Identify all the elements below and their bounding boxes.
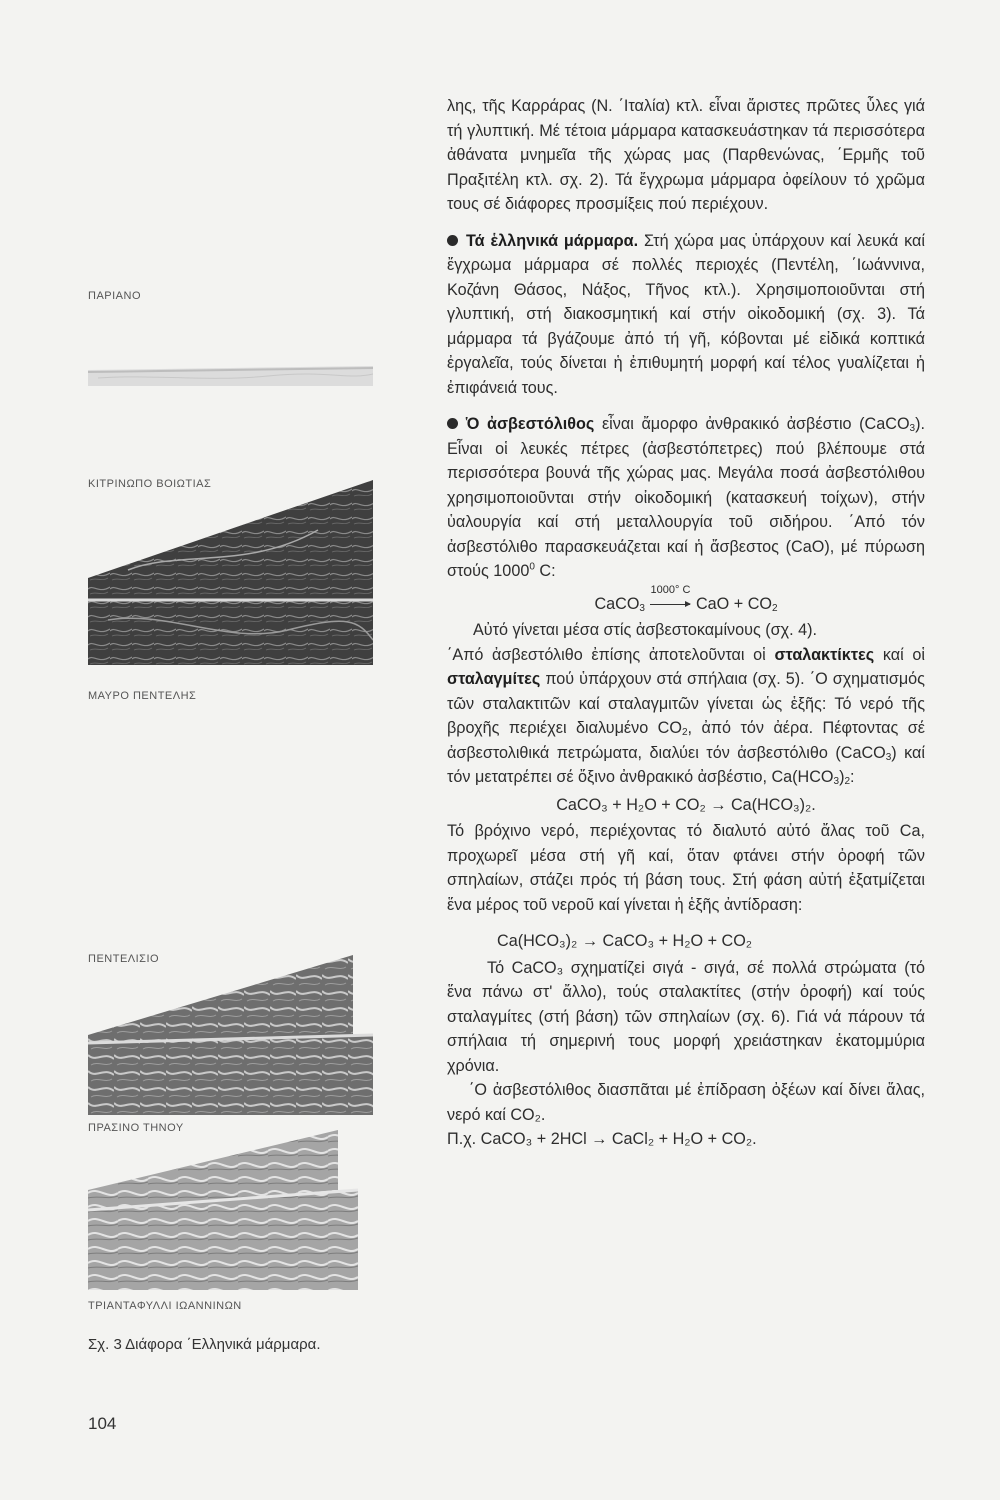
paragraph-stalactites: ΄Από ἀσβεστόλιθο ἐπίσης ἀποτελοῦνται οἱ σταλακτίκτες καί οἱ σταλαγμίτες πού ὑπάρχουν στά σπήλαια (σχ. 5). ΄Ο σχηματισμός τῶν σταλακτιτῶν καί σταλαγμιτῶν γίνεται ὡς ἑξῆς: Τό νερό τῆς βροχῆς περιέχει διαλυμένο $CO_2$, ἀπό τόν ἀέρα. Πέφτοντας σέ ἀσβεστολιθικά πετρώματα, διαλύει τόν ἀσβεστόλιθο (CaCO$_3$) καί τόν μετατρέπει σέ ὄξινο ἀνθρακικό ἀσβέστιο, $Ca(HCO_3)_2$: — [447, 645, 925, 787]
text-greek-marbles: Στή χώρα μας ὑπάρχουν καί λευκά καί ἔγχρωμα μάρμαρα σέ πολλές περιοχές (Πεντέλη, ΄Ιωάννινα, Κοζάνη Θάσος, Νάξος, Τῆνος κτλ.). Χρησιμοποιοῦνται στή γλυπτική, στή διακοσμητική καί στήν οἰκοδομική (σχ. 3). Τά μάρμαρα τά βγάζουμε ἀπό τή γῆ, κόβονται μέ εἰδικά κοπτικά ἐργαλεῖα, τούς δίνεται ἡ ἐπιθυμητή μορφή καί τέλος γυαλίζεται ἡ ἐπιφάνειά τους. — [447, 231, 925, 397]
term-stalagmites: σταλαγμίτες — [447, 670, 541, 688]
paragraph-formation: Τό CaCO₃ σχηματίζεi σιγά - σιγά, σέ πολλά στρώματα (τό ἕνα πάνω στ' ἄλλο), τούς σταλακτίτες (στήν ὀροφή) καί τούς σταλαγμίτες (στή βάση) τῶν σπηλαίων (σχ. 6). Γιά νά πάρουν τά σπήλαια τή σημερινή τους μορφή χρειάστηκαν ἑκατομμύρια χρόνια. — [447, 958, 925, 1075]
marble-samples-column — [88, 0, 388, 1500]
text-limestone-c: C: — [534, 562, 556, 580]
figure-caption: Σχ. 3 Διάφορα ΄Ελληνικά μάρμαρα. — [88, 1336, 321, 1353]
paragraph-carrara: λης, τῆς Καρράρας (Ν. ΄Ιταλία) κτλ. εἶναι ἄριστες πρῶτες ὗλες γιά τή γλυπτική. Μέ τέτοια μάρμαρα κατασκευάστηκαν τά περισσότερα ἀθάνατα μνημεῖα τῆς χώρας μας (Παρθενώνας, ΄Ερμῆς τοῦ Πραξιτέλη κτλ. σχ. 2). Τά ἔγχρωμα μάρμαρα ὀφείλουν τό χρῶμα τους σέ διάφορες προσμίξεις πού περιέχουν. — [447, 97, 925, 213]
paragraph-greek-marbles — [447, 229, 925, 401]
eq1-products: CaO + CO — [695, 594, 772, 613]
marble-swatch-green-tinos — [88, 1130, 373, 1290]
text-stalactites-i: : — [850, 768, 855, 786]
sample-label-yellow-boeotia: ΚΙΤΡΙΝΩΠΟ ΒΟΙΩΤΙΑΣ — [88, 478, 212, 490]
marble-swatch-pentelic — [88, 955, 373, 1120]
sample-label-pentelic: ΠΕΝΤΕΛΙΣΙΟ — [88, 953, 160, 965]
text-stalactites-g: ) καί τόν μετατρέπει σέ ὄξινο ἀνθρακικό ἀσβέστιο, Ca(HCO — [447, 743, 925, 786]
paragraph-rainwater: Τό βρόχινο νερό, περιέχοντας τό διαλυτό αὐτό ἄλας τοῦ Ca, προχωρεῖ μέσα στή γῆ καί, ὅταν φτάνει στήν ὀροφή τῶν σπηλαίων, στάζει πρός τή βάση τους. Στή φάση αὐτή ἐξατμίζεται ἕνα μέρος τοῦ νεροῦ καί γίνεται ἡ ἑξῆς ἀντίδραση: — [447, 822, 925, 914]
sample-label-green-tinos: ΠΡΑΣΙΝΟ ΤΗΝΟΥ — [88, 1122, 184, 1134]
paragraph-lime-kilns: Αὐτό γίνεται μέσα στίς ἀσβεστοκαμίνους (σχ. 4). — [473, 621, 818, 639]
sample-label-parian: ΠΑΡΙΑΝΟ — [88, 290, 142, 302]
bullet-icon — [447, 235, 458, 246]
eq1-reactant: CaCO — [594, 594, 640, 613]
body-text-column — [447, 94, 925, 1152]
sample-label-rose-ioannina: ΤΡΙΑΝΤΑΦΥΛΛΙ ΙΩΑΝΝΙΝΩΝ — [88, 1300, 242, 1312]
text-stalactites-f: , ἀπό τόν ἀέρα. Πέφτοντας σέ ἀσβεστολιθικά πετρώματα, διαλύει τόν ἀσβεστόλιθο (CaCO — [447, 719, 925, 762]
text-stalactites-c: καί οἱ — [874, 645, 925, 664]
eq1-arrow — [649, 583, 691, 617]
marble-swatch-parian — [88, 352, 373, 392]
bullet-icon — [447, 418, 458, 429]
equation-dissolution: CaCO₃ + H₂O + CO₂ → Ca(HCO₃)₂. — [556, 795, 816, 814]
equation-deposition: Ca(HCO₃)₂ → CaCO₃ + H₂O + CO₂ — [497, 932, 753, 950]
text-limestone-a: εἶναι ἄμορφο ἀνθρακικό ἀσβέστιο (CaCO — [594, 415, 910, 433]
text-stalactites-a: ΄Από ἀσβεστόλιθο ἐπίσης ἀποτελοῦνται οἱ — [447, 645, 775, 664]
text-stalactites-e: πού ὑπάρχουν στά σπήλαια (σχ. 5). ΄Ο σχηματισμός τῶν σταλακτιτῶν καί σταλαγμιτῶν γίνεται ὡς ἑξῆς: Τό νερό τῆς βροχῆς περιέχει διαλυμένο CO — [447, 670, 925, 737]
equation-acid-example: Π.χ. CaCO₃ + 2HCl → CaCl₂ + H₂O + CO₂. — [447, 1130, 757, 1148]
eq1-condition: 1000° C — [650, 583, 691, 596]
heading-greek-marbles: Τά ἑλληνικά μάρμαρα. — [466, 231, 639, 250]
text-limestone-b: ). Εἶναι οἱ λευκές πέτρες (ἀσβεστόπετρες) πού βλέπουμε στά περισσότερα βουνά τῆς χώρας μας. Μεγάλα ποσά ἀσβεστόλιθου χρησιμοποιοῦνται στήν οἰκοδομική (κατασκευή τοίχων), στήν ὑαλουργία καί στή μεταλλουργία τοῦ σιδήρου. ΄Από τόν ἀσβεστόλιθο παρασκευάζεται καί ἡ ἄσβεστος (CaO), μέ πύρωση στούς 1000 — [447, 415, 925, 580]
heading-limestone: Ὁ ἀσβεστόλιθος — [466, 415, 595, 433]
term-stalactites: σταλακτίκτες — [774, 645, 875, 664]
equation-calcination: CaCO$_3$ 1000° C CaO + $CO_2$ — [447, 592, 925, 617]
marble-swatch-black-penteli — [88, 470, 373, 665]
sample-label-black-penteli: ΜΑΥΡΟ ΠΕΝΤΕΛΗΣ — [88, 690, 197, 702]
text-stalactites-h: ) — [839, 768, 845, 786]
paragraph-acid: ΄Ο ἀσβεστόλιθος διασπᾶται μέ ἐπίδραση ὀξέων καί δίνει ἅλας, νερό καί CO₂. — [447, 1081, 925, 1124]
paragraph-limestone: Ὁ ἀσβεστόλιθος εἶναι ἄμορφο ἀνθρακικό ἀσβέστιο (CaCO$_3$). Εἶναι οἱ λευκές πέτρες (ἀσβεστόπετρες) πού βλέπουμε στά περισσότερα βουνά τῆς χώρας μας. Μεγάλα ποσά ἀσβεστόλιθου χρησιμοποιοῦνται στήν οἰκοδομική (κατασκευή τοίχων), στήν ὑαλουργία καί στή μεταλλουργία τοῦ σιδήρου. ΄Από τόν ἀσβεστόλιθο παρασκευάζεται καί ἡ ἄσβεστος (CaO), μέ πύρωση στούς 1000$^0$ C: — [447, 415, 925, 580]
page-number: 104 — [88, 1414, 117, 1433]
